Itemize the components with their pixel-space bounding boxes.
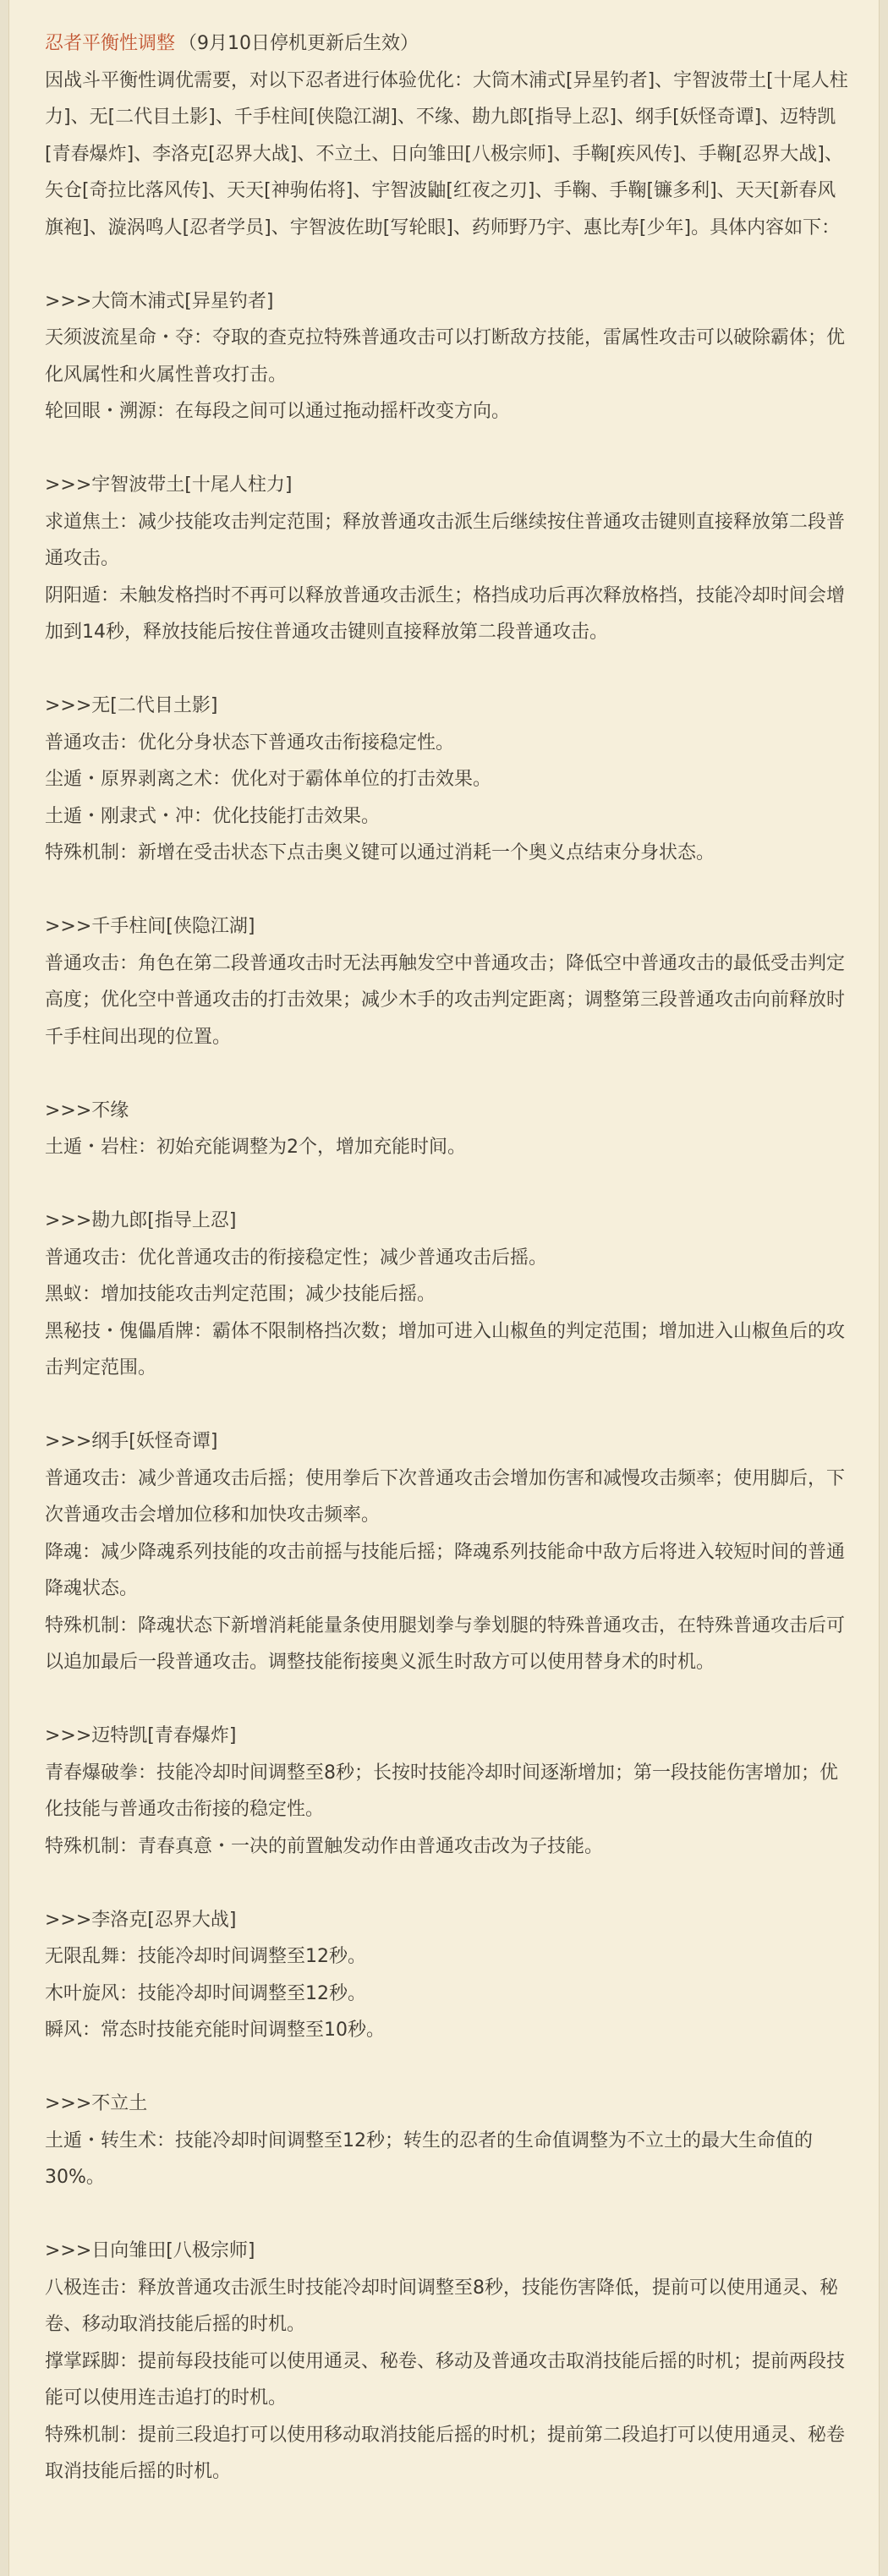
section-kankuro bbox=[45, 1203, 848, 1387]
section-item: 尘遁・原界剥离之术：优化对于霸体单位的打击效果。 bbox=[45, 769, 492, 790]
section-item: 普通攻击：优化普通攻击的衔接稳定性；减少普通攻击后摇。 bbox=[45, 1247, 548, 1269]
section-item: 撑掌踩脚：提前每段技能可以使用通灵、秘卷、移动及普通攻击取消技能后摇的时机；提前两段技能可以使用连击追打的时机。 bbox=[45, 2350, 846, 2409]
section-heading: >>>迈特凯[青春爆炸] bbox=[45, 1725, 237, 1746]
article-content bbox=[45, 25, 848, 2491]
section-item: 普通攻击：减少普通攻击后摇；使用拳后下次普通攻击会增加伤害和减慢攻击频率；使用脚后，下次普通攻击会增加位移和加快攻击频率。 bbox=[45, 1467, 846, 1526]
intro-paragraph: 因战斗平衡性调优需要，对以下忍者进行体验优化：大筒木浦式[异星钓者]、宇智波带土[十尾人柱力]、无[二代目土影]、千手柱间[侠隐江湖]、不缘、勘九郎[指导上忍]、纲手[妖怪奇谭]、迈特凯[青春爆炸]、李洛克[忍界大战]、不立土、日向雏田[八极宗师]、手鞠[疾风传]、手鞠[忍界大战]、矢仓[奇拉比落风传]、天天[神驹佑将]、宇智波鼬[红夜之刃]、手鞠、手鞠[镰多利]、天天[新春风旗袍]、漩涡鸣人[忍者学员]、宇智波佐助[写轮眼]、药师野乃宇、惠比寿[少年]。具体内容如下： bbox=[45, 69, 848, 238]
section-item: 木叶旋风：技能冷却时间调整至12秒。 bbox=[45, 1982, 366, 2004]
section-heading: >>>不缘 bbox=[45, 1099, 129, 1121]
section-heading: >>>大筒木浦式[异星钓者] bbox=[45, 290, 274, 312]
section-item: 特殊机制：青春真意・一决的前置触发动作由普通攻击改为子技能。 bbox=[45, 1835, 604, 1857]
section-bulitu bbox=[45, 2085, 848, 2196]
section-item: 降魂：减少降魂系列技能的攻击前摇与技能后摇；降魂系列技能命中敌方后将进入较短时间的普通降魂状态。 bbox=[45, 1541, 846, 1599]
section-item: 黑秘技・傀儡盾牌：霸体不限制格挡次数；增加可进入山椒鱼的判定范围；增加进入山椒鱼后的攻击判定范围。 bbox=[45, 1320, 846, 1378]
article-panel bbox=[8, 0, 880, 2576]
section-heading: >>>纲手[妖怪奇谭] bbox=[45, 1431, 218, 1452]
section-item: 求道焦土：减少技能攻击判定范围；释放普通攻击派生后继续按住普通攻击键则直接释放第二段普通攻击。 bbox=[45, 511, 846, 569]
section-item: 黑蚁：增加技能攻击判定范围；减少技能后摇。 bbox=[45, 1284, 436, 1305]
section-might-guy bbox=[45, 1718, 848, 1865]
page-subtitle: （9月10日停机更新后生效） bbox=[178, 33, 419, 54]
section-heading: >>>李洛克[忍界大战] bbox=[45, 1909, 237, 1931]
section-item: 特殊机制：提前三段追打可以使用移动取消技能后摇的时机；提前第二段追打可以使用通灵、秘卷取消技能后摇的时机。 bbox=[45, 2424, 846, 2482]
section-heading: >>>无[二代目土影] bbox=[45, 695, 218, 716]
section-item: 八极连击：释放普通攻击派生时技能冷却时间调整至8秒，技能伤害降低，提前可以使用通灵、秘卷、移动取消技能后摇的时机。 bbox=[45, 2277, 839, 2335]
section-heading: >>>勘九郎[指导上忍] bbox=[45, 1210, 237, 1231]
section-heading: >>>不立土 bbox=[45, 2093, 148, 2114]
page-title: 忍者平衡性调整 bbox=[45, 33, 176, 54]
section-urashiki bbox=[45, 283, 848, 430]
section-rock-lee bbox=[45, 1902, 848, 2049]
section-item: 特殊机制：新增在受击状态下点击奥义键可以通过消耗一个奥义点结束分身状态。 bbox=[45, 842, 715, 863]
section-item: 阴阳遁：未触发格挡时不再可以释放普通攻击派生；格挡成功后再次释放格挡，技能冷却时间会增加到14秒，释放技能后按住普通攻击键则直接释放第二段普通攻击。 bbox=[45, 584, 846, 643]
section-item: 青春爆破拳：技能冷却时间调整至8秒；长按时技能冷却时间逐渐增加；第一段技能伤害增加；优化技能与普通攻击衔接的稳定性。 bbox=[45, 1762, 839, 1820]
title-line bbox=[45, 25, 848, 63]
section-item: 普通攻击：角色在第二段普通攻击时无法再触发空中普通攻击；降低空中普通攻击的最低受击判定高度；优化空中普通攻击的打击效果；减少木手的攻击判定距离；调整第三段普通攻击向前释放时千手柱间出现的位置。 bbox=[45, 952, 846, 1048]
section-item: 土遁・刚隶式・冲：优化技能打击效果。 bbox=[45, 805, 381, 827]
section-item: 瞬风：常态时技能充能时间调整至10秒。 bbox=[45, 2020, 385, 2041]
section-heading: >>>日向雏田[八极宗师] bbox=[45, 2240, 255, 2261]
section-heading: >>>千手柱间[侠隐江湖] bbox=[45, 916, 255, 937]
section-item: 土遁・岩柱：初始充能调整为2个，增加充能时间。 bbox=[45, 1137, 466, 1158]
section-heading: >>>宇智波带土[十尾人柱力] bbox=[45, 474, 293, 496]
section-hinata bbox=[45, 2233, 848, 2491]
section-item: 天须波流星命・夺：夺取的查克拉特殊普通攻击可以打断敌方技能，雷属性攻击可以破除霸体；优化风属性和火属性普攻打击。 bbox=[45, 327, 846, 386]
section-mu bbox=[45, 688, 848, 872]
section-item: 普通攻击：优化分身状态下普通攻击衔接稳定性。 bbox=[45, 732, 455, 754]
section-obito bbox=[45, 467, 848, 651]
section-item: 轮回眼・溯源：在每段之间可以通过拖动摇杆改变方向。 bbox=[45, 401, 511, 422]
section-buyuan bbox=[45, 1093, 848, 1166]
section-item: 特殊机制：降魂状态下新增消耗能量条使用腿划拳与拳划腿的特殊普通攻击，在特殊普通攻击后可以追加最后一段普通攻击。调整技能衔接奥义派生时敌方可以使用替身术的时机。 bbox=[45, 1614, 846, 1673]
section-tsunade bbox=[45, 1423, 848, 1681]
section-hashirama bbox=[45, 908, 848, 1055]
section-item: 土遁・转生术：技能冷却时间调整至12秒；转生的忍者的生命值调整为不立土的最大生命值的30%。 bbox=[45, 2129, 813, 2188]
section-item: 无限乱舞：技能冷却时间调整至12秒。 bbox=[45, 1946, 366, 1967]
